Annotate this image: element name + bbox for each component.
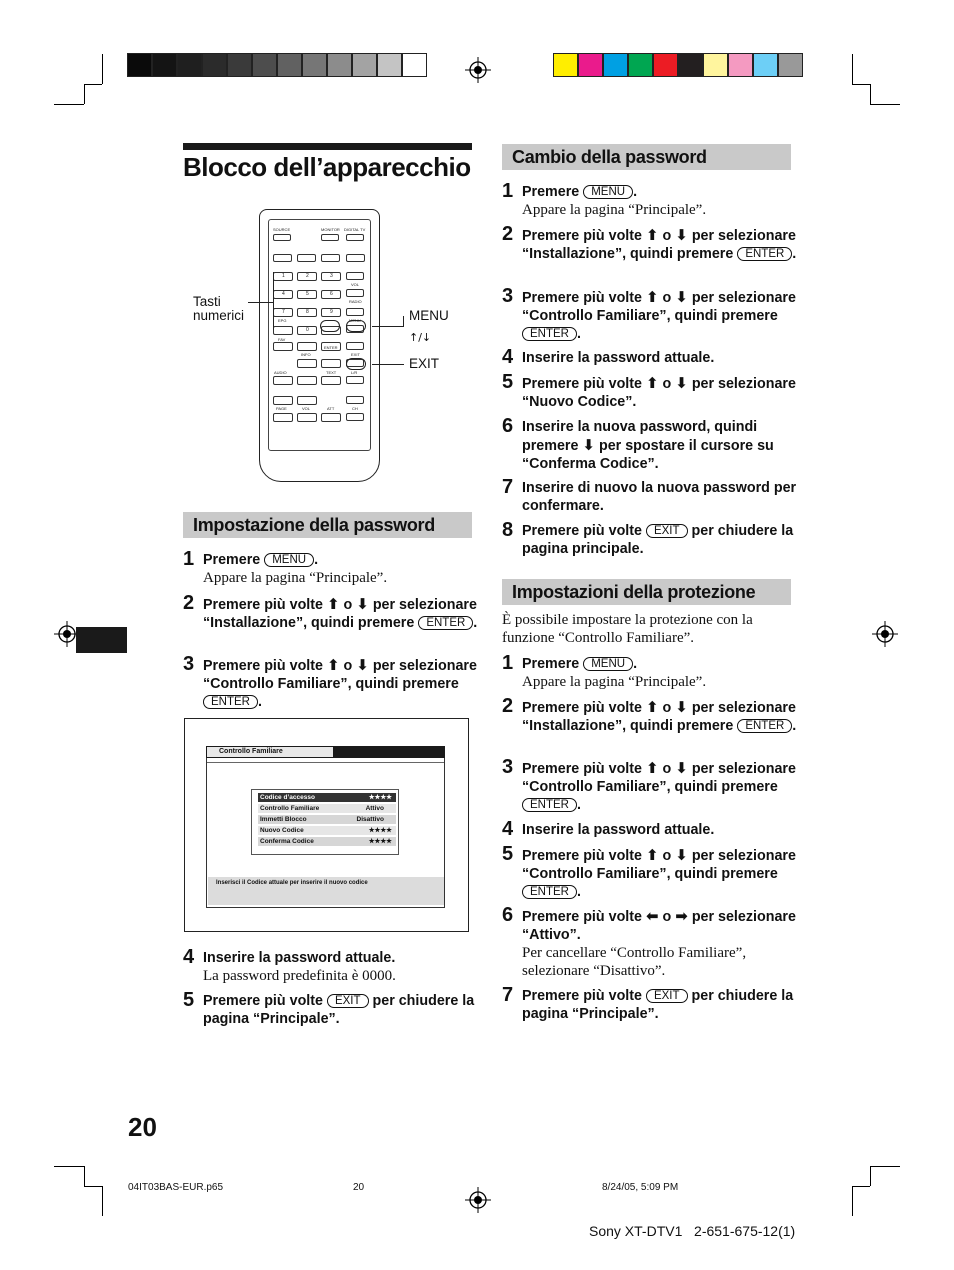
remote-button <box>321 413 341 422</box>
crop-mark <box>54 1166 84 1167</box>
instruction-step <box>502 843 802 901</box>
digit-label: 1 <box>282 273 285 279</box>
right-arrow-icon: ➡ <box>675 907 688 925</box>
step-text: Premere più volte <box>522 523 642 539</box>
callout-line <box>372 326 404 327</box>
step-text: Inserire la nuova password, quindi premere <box>522 419 758 454</box>
screen-menu-row <box>258 815 396 824</box>
remote-button <box>346 342 364 350</box>
down-arrow-icon: ⬇ <box>356 595 369 613</box>
step-text: Premere <box>522 656 580 672</box>
crop-mark <box>54 104 84 105</box>
step-text: Premere più volte <box>522 909 642 925</box>
crop-mark <box>84 1166 85 1186</box>
down-arrow-icon: ⬇ <box>675 226 688 244</box>
button-menu-label: MENU <box>264 553 314 567</box>
screen-menu-row <box>258 804 396 813</box>
remote-label: AUDIO <box>274 370 287 375</box>
step-text: Inserire la password attuale. <box>522 350 715 366</box>
button-enter-label: ENTER <box>203 695 258 709</box>
crop-mark <box>870 1166 900 1167</box>
up-arrow-icon: ⬆ <box>326 595 340 613</box>
step-note: Per cancellare “Controllo Familiare”, selezionare “Disattivo”. <box>522 945 747 979</box>
menu-highlight <box>320 320 340 332</box>
registration-mark-icon <box>465 57 491 83</box>
digit-button <box>321 290 341 299</box>
up-arrow-icon: ⬆ <box>326 656 340 674</box>
screen-header-title: Controllo Familiare <box>207 747 333 757</box>
callout-updown: ↑/↓ <box>409 331 432 344</box>
gray-swatch <box>252 53 277 77</box>
step-text: o <box>662 290 672 306</box>
step-number: 1 <box>502 180 514 202</box>
callout-line <box>403 316 404 326</box>
digit-button <box>297 290 317 299</box>
instruction-step <box>502 818 802 840</box>
screen-row-value: ★★★★ <box>368 827 392 834</box>
digit-button <box>273 290 293 299</box>
instruction-step <box>502 223 802 263</box>
step-instruction <box>203 656 483 711</box>
digit-label: 2 <box>306 273 309 279</box>
instruction-step <box>502 346 802 368</box>
remote-button <box>346 234 364 241</box>
step-number: 3 <box>183 653 195 675</box>
step-text: Inserire di nuovo la nuova password per confermare. <box>522 480 797 514</box>
gray-swatch <box>302 53 327 77</box>
remote-label: PAGE <box>276 406 287 411</box>
color-swatch <box>778 53 803 77</box>
step-number: 6 <box>502 904 514 926</box>
down-arrow-icon: ⬇ <box>356 656 369 674</box>
digit-label: 6 <box>330 291 333 297</box>
instruction-step <box>502 371 802 411</box>
step-text: o <box>662 848 672 864</box>
step-text: Premere più volte <box>522 988 642 1004</box>
step-instruction <box>522 288 802 343</box>
crop-mark <box>852 1186 870 1187</box>
step-text: Premere più volte <box>522 376 642 392</box>
remote-label: SOURCE <box>273 227 291 232</box>
gray-swatch <box>202 53 227 77</box>
step-text: per chiudere la pagina “Principale”. <box>522 988 794 1022</box>
step-text: o <box>662 700 672 716</box>
color-swatch <box>678 53 703 77</box>
step-text: per spostare il cursore su “Conferma Codice”. <box>522 438 774 472</box>
button-enter-label: ENTER <box>418 616 473 630</box>
button-menu-label: MENU <box>583 657 633 671</box>
screen-menu-row <box>258 793 396 802</box>
crop-mark <box>852 1186 853 1216</box>
step-note: Appare la pagina “Principale”. <box>203 570 388 586</box>
instruction-step <box>183 548 483 587</box>
step-instruction <box>203 551 483 569</box>
callout-line <box>372 364 404 365</box>
section-heading-impostazione: Impostazione della password <box>183 512 472 538</box>
remote-button <box>273 234 291 241</box>
instruction-step <box>183 653 483 711</box>
instruction-step <box>502 984 802 1023</box>
section-heading-protezione: Impostazioni della protezione <box>502 579 791 605</box>
screen-row-label: Conferma Codice <box>260 838 314 845</box>
remote-button <box>273 342 293 351</box>
step-text: Premere più volte <box>522 228 642 244</box>
color-swatch <box>728 53 753 77</box>
crop-mark <box>870 104 900 105</box>
screen-menu-row <box>258 837 396 846</box>
transport-button <box>273 254 292 262</box>
left-button <box>297 342 317 351</box>
remote-button <box>297 376 317 385</box>
callout-numerici: numerici <box>193 308 245 323</box>
step-text: per selezionare “Controllo Familiare”, quindi premere <box>522 848 796 882</box>
step-instruction <box>522 759 802 814</box>
registration-mark-icon <box>465 1187 491 1213</box>
digit-button <box>273 308 293 317</box>
step-text: . <box>633 184 638 200</box>
page-title: Blocco dell’apparecchio <box>183 152 471 182</box>
remote-label: TEXT <box>326 370 337 375</box>
remote-label: EXIT <box>351 352 360 357</box>
gray-swatch <box>177 53 202 77</box>
callout-line <box>273 272 274 330</box>
instruction-step <box>502 904 802 980</box>
step-text: . <box>576 797 581 813</box>
step-number: 5 <box>502 843 514 865</box>
step-instruction <box>522 846 802 901</box>
step-text: o <box>343 658 353 674</box>
remote-label: INFO <box>301 352 311 357</box>
section-heading-cambio: Cambio della password <box>502 144 791 170</box>
step-instruction <box>522 522 802 558</box>
up-arrow-icon: ⬆ <box>645 759 659 777</box>
screen-row-label: Nuovo Codice <box>260 827 304 834</box>
digit-label: 9 <box>330 309 333 315</box>
instruction-step <box>183 989 483 1028</box>
digit-label: 4 <box>282 291 285 297</box>
digit-button <box>297 308 317 317</box>
down-arrow-icon: ⬇ <box>675 698 688 716</box>
step-text: Premere più volte <box>522 290 642 306</box>
color-swatch <box>578 53 603 77</box>
step-number: 1 <box>502 652 514 674</box>
step-instruction <box>522 349 802 367</box>
crop-mark <box>870 84 871 104</box>
digit-label: 7 <box>282 309 285 315</box>
remote-button <box>346 308 364 316</box>
step-number: 5 <box>183 989 195 1011</box>
remote-label: MENU <box>349 318 361 323</box>
screen-row-value: Disattivo <box>356 816 384 823</box>
crop-mark <box>84 84 102 85</box>
step-note: Appare la pagina “Principale”. <box>522 202 707 218</box>
screen-row-label: Codice d’accesso <box>260 794 315 801</box>
step-text: per selezionare “Controllo Familiare”, quindi premere <box>522 290 796 324</box>
remote-button <box>346 289 364 297</box>
remote-label: VOL <box>302 406 311 411</box>
instruction-step <box>502 285 802 343</box>
crop-mark <box>84 84 85 104</box>
step-instruction <box>522 183 802 201</box>
step-text: . <box>576 884 581 900</box>
remote-button <box>346 272 364 280</box>
remote-label: VOL <box>351 282 360 287</box>
step-number: 6 <box>502 415 514 437</box>
footer-model: Sony XT-DTV1 2-651-675-12(1) <box>589 1223 796 1239</box>
up-arrow-icon: ⬆ <box>645 846 659 864</box>
remote-button <box>346 413 364 421</box>
remote-label: ATT <box>327 406 335 411</box>
step-instruction <box>522 907 802 944</box>
step-number: 1 <box>183 548 195 570</box>
remote-button <box>297 413 317 422</box>
remote-button <box>273 396 293 405</box>
remote-label: DIGITAL TV <box>344 227 366 232</box>
step-text: Premere più volte <box>522 848 642 864</box>
crop-mark <box>102 1186 103 1216</box>
gray-swatch <box>227 53 252 77</box>
down-arrow-icon: ⬇ <box>675 374 688 392</box>
callout-tasti: Tasti <box>193 294 221 309</box>
instruction-step <box>502 519 802 558</box>
remote-label: FAV <box>278 337 286 342</box>
step-text: o <box>662 761 672 777</box>
screen-row-value: Attivo <box>365 805 384 812</box>
up-arrow-icon: ⬆ <box>645 288 659 306</box>
step-instruction <box>522 226 802 263</box>
digit-label: 8 <box>306 309 309 315</box>
footer-file: 04IT03BAS-EUR.p65 <box>128 1182 224 1193</box>
step-text: . <box>633 656 638 672</box>
crop-mark <box>102 54 103 84</box>
color-swatch <box>628 53 653 77</box>
callout-menu: MENU <box>409 308 449 323</box>
step-instruction <box>522 698 802 735</box>
gray-swatch <box>127 53 152 77</box>
remote-label: EPG <box>278 318 287 323</box>
step-text: Premere più volte <box>203 658 323 674</box>
screen-row-label: Immetti Blocco <box>260 816 307 823</box>
remote-button <box>346 396 364 404</box>
footer-page: 20 <box>353 1182 365 1193</box>
instruction-step <box>502 695 802 735</box>
remote-label: MONITOR <box>321 227 340 232</box>
down-arrow-icon: ⬇ <box>582 436 595 454</box>
section-tab <box>76 627 127 653</box>
gray-swatch <box>277 53 302 77</box>
instruction-step <box>502 756 802 814</box>
step-text: Premere più volte <box>522 761 642 777</box>
transport-button <box>346 254 365 262</box>
crop-mark <box>84 1186 102 1187</box>
step-number: 7 <box>502 476 514 498</box>
color-swatch <box>553 53 578 77</box>
instruction-step <box>502 652 802 691</box>
step-number: 4 <box>502 346 514 368</box>
color-swatch <box>603 53 628 77</box>
step-text: per selezionare “Nuovo Codice”. <box>522 376 796 410</box>
up-arrow-icon: ⬆ <box>645 226 659 244</box>
step-text: . <box>473 615 478 631</box>
step-number: 4 <box>502 818 514 840</box>
step-text: per selezionare “Controllo Familiare”, quindi premere <box>522 761 796 795</box>
step-text: o <box>343 597 353 613</box>
step-note: Appare la pagina “Principale”. <box>522 674 707 690</box>
title-rule <box>183 143 472 150</box>
page-number: 20 <box>128 1112 157 1142</box>
protezione-intro: È possibile impostare la protezione con la funzione “Controllo Familiare”. <box>502 612 753 646</box>
footer-date: 8/24/05, 5:09 PM <box>602 1182 679 1193</box>
step-instruction <box>522 374 802 411</box>
step-number: 4 <box>183 946 195 968</box>
registration-mark-icon <box>872 621 898 647</box>
step-text: per selezionare “Installazione”, quindi premere <box>522 228 796 262</box>
button-enter-label: ENTER <box>522 798 577 812</box>
button-enter-label: ENTER <box>522 327 577 341</box>
down-arrow-icon: ⬇ <box>675 759 688 777</box>
crop-mark <box>852 84 870 85</box>
step-text: . <box>576 326 581 342</box>
step-text: per chiudere la pagina principale. <box>522 523 794 557</box>
screen-row-label: Controllo Familiare <box>260 805 320 812</box>
gray-swatch <box>352 53 377 77</box>
step-instruction <box>203 992 483 1028</box>
step-text: Premere <box>522 184 580 200</box>
up-arrow-icon: ⬆ <box>645 374 659 392</box>
step-instruction <box>522 987 802 1023</box>
step-instruction <box>522 418 802 473</box>
remote-button <box>321 376 341 385</box>
step-number: 3 <box>502 285 514 307</box>
instruction-step <box>502 415 802 473</box>
step-text: . <box>314 552 319 568</box>
gray-swatch <box>402 53 427 77</box>
callout-exit: EXIT <box>409 356 440 371</box>
digit-label: 5 <box>306 291 309 297</box>
step-number: 7 <box>502 984 514 1006</box>
screen-row-value: ★★★★ <box>368 838 392 845</box>
step-number: 2 <box>502 695 514 717</box>
screen-menu-row <box>258 826 396 835</box>
screen-row-value: ★★★★ <box>368 794 392 801</box>
instruction-step <box>502 180 802 219</box>
color-swatch <box>703 53 728 77</box>
step-number: 8 <box>502 519 514 541</box>
gray-swatch <box>152 53 177 77</box>
step-instruction <box>522 479 802 515</box>
instruction-step <box>183 946 483 985</box>
remote-label: RADIO <box>349 299 362 304</box>
button-enter-label: ENTER <box>522 885 577 899</box>
digit-label: 3 <box>330 273 333 279</box>
step-text: per selezionare “Attivo”. <box>522 909 796 943</box>
left-arrow-icon: ⬅ <box>645 907 659 925</box>
step-number: 2 <box>183 592 195 614</box>
remote-button <box>297 359 317 368</box>
remote-button <box>321 234 339 241</box>
step-text: per chiudere la pagina “Principale”. <box>203 993 475 1027</box>
step-text: Premere più volte <box>203 993 323 1009</box>
step-instruction <box>203 595 483 632</box>
up-arrow-icon: ⬆ <box>645 698 659 716</box>
step-text: per selezionare “Installazione”, quindi premere <box>203 597 477 631</box>
step-instruction <box>522 655 802 673</box>
remote-label: CH <box>352 406 358 411</box>
step-text: Inserire la password attuale. <box>203 950 396 966</box>
step-instruction <box>522 821 802 839</box>
step-text: o <box>662 228 672 244</box>
step-text: Inserire la password attuale. <box>522 822 715 838</box>
instruction-step <box>502 476 802 515</box>
gray-swatch <box>327 53 352 77</box>
button-enter-label: ENTER <box>737 719 792 733</box>
step-text: per selezionare “Installazione”, quindi premere <box>522 700 796 734</box>
remote-label: ENTER <box>324 345 338 350</box>
screen-divider <box>207 762 444 763</box>
crop-mark <box>870 1166 871 1186</box>
color-swatch <box>653 53 678 77</box>
remote-button <box>273 326 293 335</box>
down-arrow-icon: ⬇ <box>675 846 688 864</box>
step-text: . <box>257 694 262 710</box>
step-number: 2 <box>502 223 514 245</box>
step-note: La password predefinita è 0000. <box>203 968 396 984</box>
step-text: . <box>792 246 797 262</box>
step-text: . <box>792 718 797 734</box>
instruction-step <box>183 592 483 632</box>
callout-line <box>248 302 274 303</box>
exit-highlight <box>346 358 366 370</box>
step-instruction <box>203 949 483 967</box>
button-exit-label: EXIT <box>646 989 688 1003</box>
remote-button <box>346 376 364 384</box>
remote-button <box>297 396 317 405</box>
step-text: per selezionare “Controllo Familiare”, quindi premere <box>203 658 477 692</box>
up-down-highlight <box>346 320 366 332</box>
step-number: 3 <box>502 756 514 778</box>
button-enter-label: ENTER <box>737 247 792 261</box>
digit-button <box>273 272 293 281</box>
remote-button <box>273 376 293 385</box>
down-arrow-icon: ⬇ <box>675 288 688 306</box>
step-number: 5 <box>502 371 514 393</box>
transport-button <box>297 254 316 262</box>
digit-button <box>321 272 341 281</box>
remote-label: L/R <box>351 370 358 375</box>
step-text: Premere <box>203 552 261 568</box>
remote-button <box>273 413 293 422</box>
digit-button <box>297 272 317 281</box>
down-button <box>321 359 341 368</box>
button-menu-label: MENU <box>583 185 633 199</box>
color-swatch <box>753 53 778 77</box>
step-text: o <box>662 376 672 392</box>
step-text: Premere più volte <box>522 700 642 716</box>
button-exit-label: EXIT <box>327 994 369 1008</box>
step-text: o <box>662 909 672 925</box>
digit-button <box>321 308 341 317</box>
digit-button <box>297 326 317 335</box>
digit-label: 0 <box>306 327 309 333</box>
button-exit-label: EXIT <box>646 524 688 538</box>
step-text: Premere più volte <box>203 597 323 613</box>
crop-mark <box>852 54 853 84</box>
screen-message: Inserisci il Codice attuale per inserire il nuovo codice <box>208 877 444 905</box>
transport-button <box>321 254 340 262</box>
gray-swatch <box>377 53 402 77</box>
